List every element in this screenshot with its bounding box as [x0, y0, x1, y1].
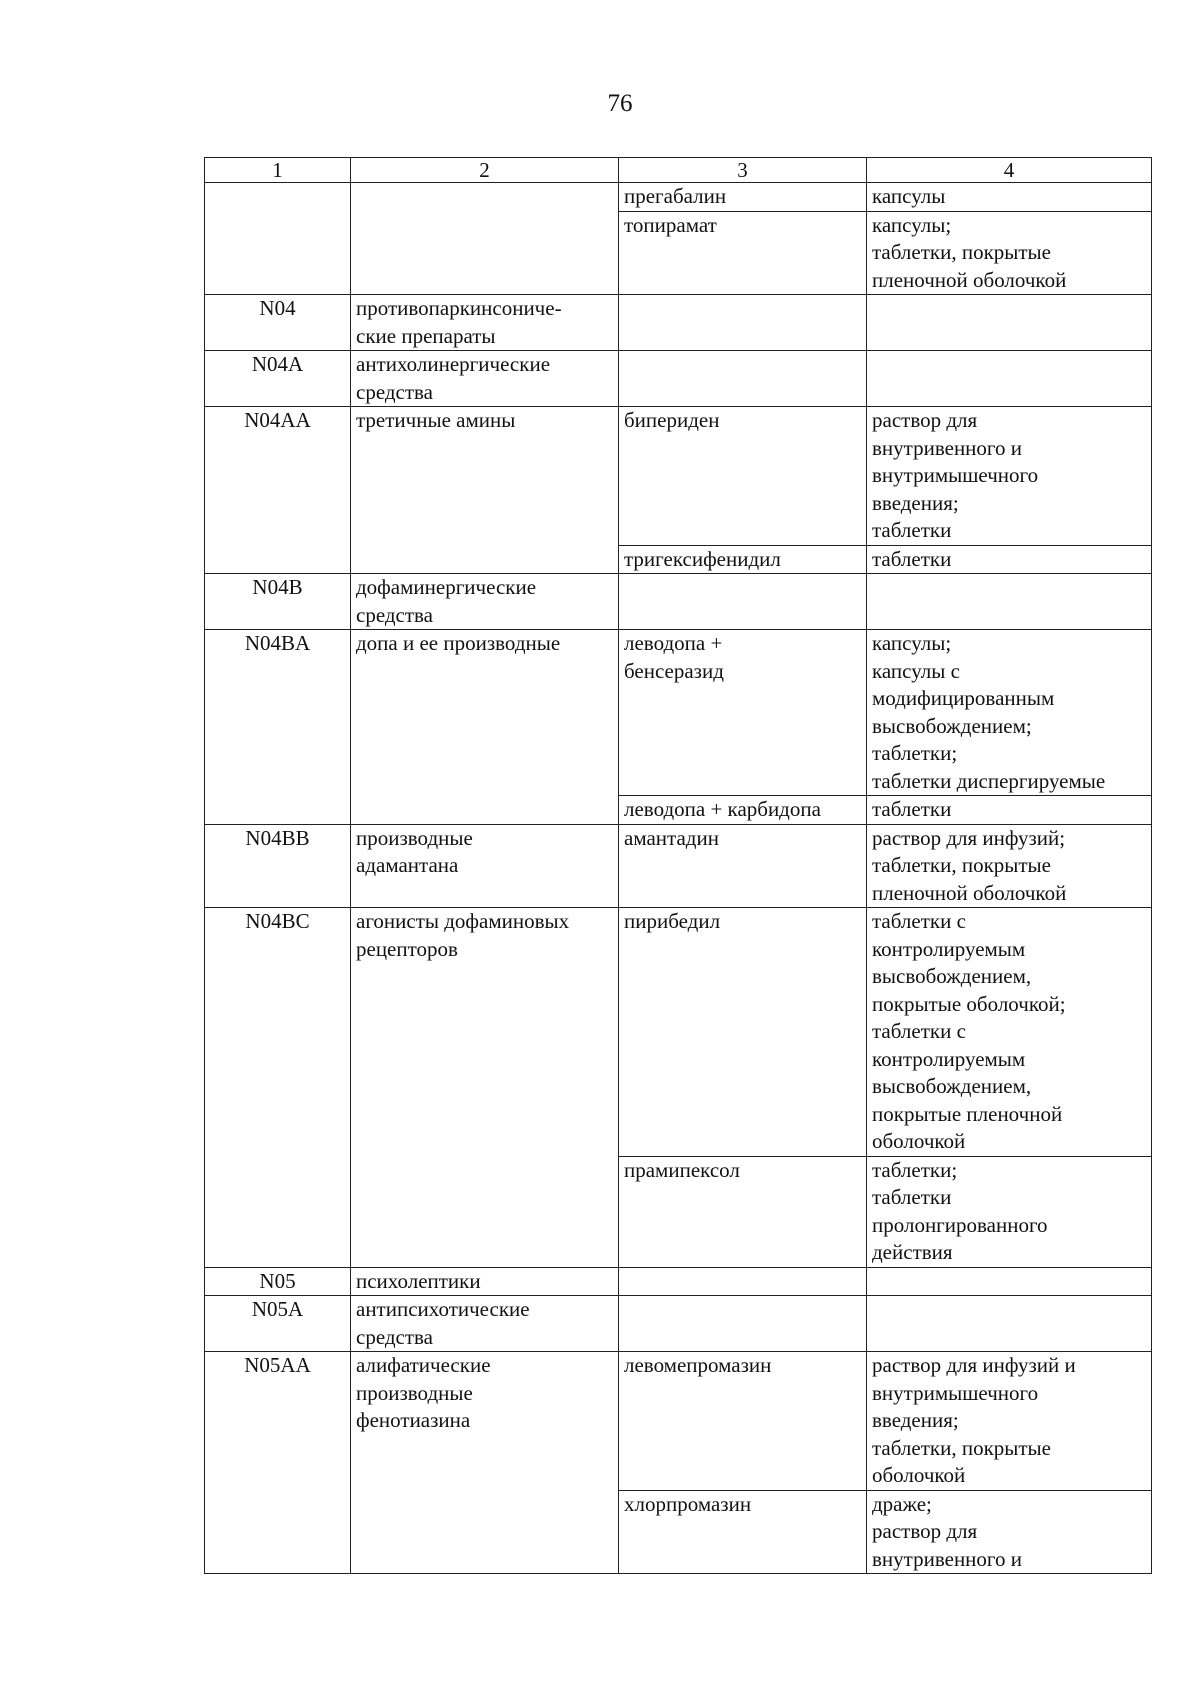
dosage-form-cell: раствор для внутривенного и внутримышечного введения; таблетки [867, 407, 1152, 546]
drug-name-cell: прамипексол [619, 1156, 867, 1267]
atc-code-cell: N04BB [205, 824, 351, 908]
dosage-form-cell: драже; раствор для внутривенного и [867, 1490, 1152, 1574]
group-name-cell: дофаминергические средства [351, 574, 619, 630]
dosage-form-cell: раствор для инфузий и внутримышечного введения; таблетки, покрытые оболочкой [867, 1352, 1152, 1491]
dosage-form-cell [867, 351, 1152, 407]
page-number: 76 [607, 90, 633, 117]
drug-name-cell: прегабалин [619, 183, 867, 212]
table-row [205, 407, 1152, 546]
atc-code-cell: N05 [205, 1267, 351, 1296]
drug-name-cell: тригексифенидил [619, 545, 867, 574]
drug-name-cell: амантадин [619, 824, 867, 908]
dosage-form-cell [867, 1296, 1152, 1352]
table-row [205, 1296, 1152, 1352]
group-name-cell: психолептики [351, 1267, 619, 1296]
column-header: 2 [351, 158, 619, 183]
group-name-cell: производные адамантана [351, 824, 619, 908]
table-row [205, 908, 1152, 1157]
table-row [205, 351, 1152, 407]
atc-code-cell: N04A [205, 351, 351, 407]
drug-name-cell: пирибедил [619, 908, 867, 1157]
atc-drug-table [204, 157, 1152, 1574]
dosage-form-cell [867, 1267, 1152, 1296]
drug-name-cell [619, 1296, 867, 1352]
table-header-row [205, 158, 1152, 183]
atc-code-cell: N05A [205, 1296, 351, 1352]
dosage-form-cell: таблетки с контролируемым высвобождением, покрытые оболочкой; таблетки с контролируемым высвобождением, покрытые пленочной оболочкой [867, 908, 1152, 1157]
atc-code-cell: N04AA [205, 407, 351, 574]
table-row [205, 1352, 1152, 1491]
drug-name-cell [619, 1267, 867, 1296]
dosage-form-cell: капсулы [867, 183, 1152, 212]
table-row [205, 1267, 1152, 1296]
dosage-form-cell: таблетки [867, 545, 1152, 574]
drug-name-cell: леводопа + карбидопа [619, 796, 867, 825]
drug-name-cell [619, 295, 867, 351]
dosage-form-cell [867, 574, 1152, 630]
atc-code-cell: N04BC [205, 908, 351, 1268]
column-header: 4 [867, 158, 1152, 183]
table-row [205, 574, 1152, 630]
drug-name-cell: левомепромазин [619, 1352, 867, 1491]
group-name-cell [351, 183, 619, 295]
table-row [205, 295, 1152, 351]
dosage-form-cell: раствор для инфузий; таблетки, покрытые пленочной оболочкой [867, 824, 1152, 908]
group-name-cell: третичные амины [351, 407, 619, 574]
group-name-cell: антипсихотические средства [351, 1296, 619, 1352]
dosage-form-cell [867, 295, 1152, 351]
drug-name-cell [619, 351, 867, 407]
table-row [205, 630, 1152, 796]
column-header: 1 [205, 158, 351, 183]
table-row [205, 183, 1152, 212]
dosage-form-cell: таблетки [867, 796, 1152, 825]
group-name-cell: противопаркинсониче- ские препараты [351, 295, 619, 351]
group-name-cell: допа и ее производные [351, 630, 619, 825]
atc-code-cell: N04BA [205, 630, 351, 825]
atc-code-cell [205, 183, 351, 295]
dosage-form-cell: капсулы; капсулы с модифицированным высвобождением; таблетки; таблетки диспергируемые [867, 630, 1152, 796]
atc-code-cell: N04 [205, 295, 351, 351]
drug-name-cell: топирамат [619, 211, 867, 295]
dosage-form-cell: таблетки; таблетки пролонгированного действия [867, 1156, 1152, 1267]
drug-name-cell: хлорпромазин [619, 1490, 867, 1574]
atc-code-cell: N04B [205, 574, 351, 630]
atc-code-cell: N05AA [205, 1352, 351, 1574]
dosage-form-cell: капсулы; таблетки, покрытые пленочной оболочкой [867, 211, 1152, 295]
drug-name-cell [619, 574, 867, 630]
group-name-cell: антихолинергические средства [351, 351, 619, 407]
table-row [205, 824, 1152, 908]
drug-name-cell: леводопа + бенсеразид [619, 630, 867, 796]
drug-name-cell: бипериден [619, 407, 867, 546]
column-header: 3 [619, 158, 867, 183]
group-name-cell: алифатические производные фенотиазина [351, 1352, 619, 1574]
group-name-cell: агонисты дофаминовых рецепторов [351, 908, 619, 1268]
